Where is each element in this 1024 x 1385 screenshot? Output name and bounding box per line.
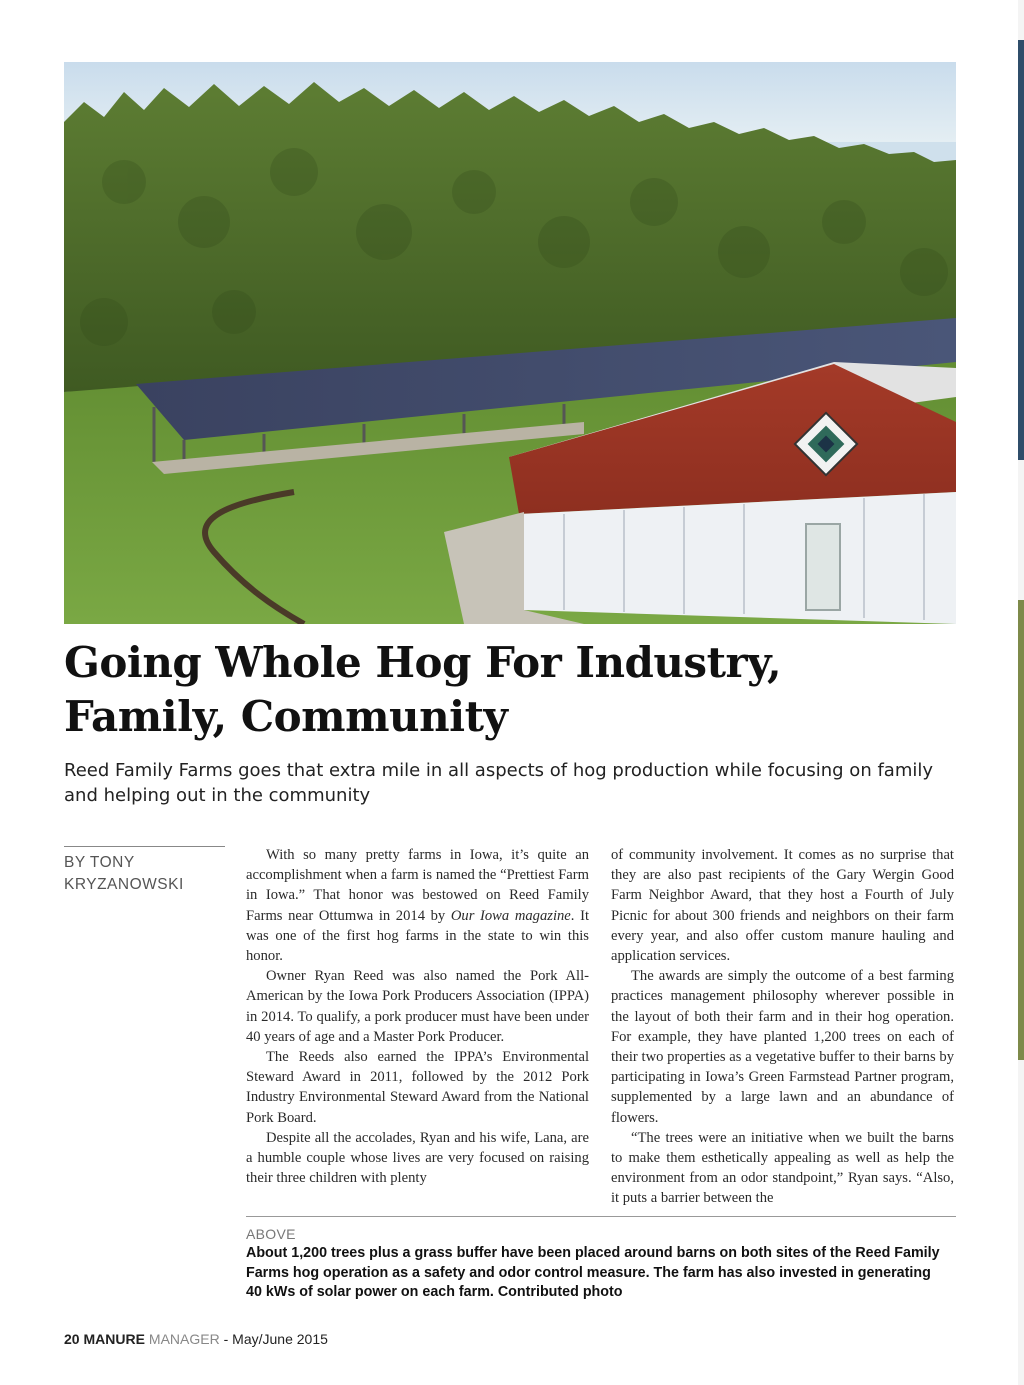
headline-line-2: Family, Community	[64, 692, 508, 741]
text-run: . It was one of the first hog farms in the state to win this honor.	[246, 907, 589, 965]
paragraph: of community involvement. It comes as no surprise that they are also past recipients of the Gary Wergin Good Farm Neighbor Award, that they host a Fourth of July Picnic for about 300 friends and neighbors on their farm every year, and also offer custom manure hauling and application services.	[611, 847, 954, 965]
byline-line-1: BY TONY	[64, 854, 135, 871]
text-run: With so many pretty farms in Iowa, it’s quite an accomplishment when a farm is named the “Prettiest Farm in Iowa.” That honor was bestowed on Reed Family Farms near Ottumwa in 2014 by	[246, 847, 589, 924]
magazine-name-part-1: MANURE	[83, 1331, 145, 1347]
paragraph: The awards are simply the outcome of a best farming practices management philosophy wherever possible in the layout of both their farm and in their hog operation. For example, they have planted 1,200 trees on each of their two properties as a vegetative buffer to their barns by participating in Iowa’s Green Farmstead Partner program, supplemented by a large lawn and an abundance of flowers.	[611, 968, 954, 1126]
barn-door	[806, 524, 840, 610]
byline	[64, 852, 224, 896]
magazine-name-part-2: MANAGER	[148, 1331, 220, 1347]
body-column-2	[611, 845, 954, 1209]
caption-text: About 1,200 trees plus a grass buffer have been placed around barns on both sites of the Reed Family Farms hog operation as a safety and odor control measure. The farm has also invested in generating 40 kWs of solar power on each farm. Contributed photo	[246, 1245, 940, 1300]
issue-date: - May/June 2015	[223, 1331, 328, 1347]
paragraph: Owner Ryan Reed was also named the Pork All-American by the Iowa Pork Producers Association (IPPA) in 2014. To qualify, a pork producer must have been under 40 years of age and a Master Pork Producer.	[246, 968, 589, 1045]
byline-rule	[64, 846, 225, 847]
page-footer	[64, 1331, 328, 1347]
body-column-1	[246, 845, 589, 1188]
paragraph: “The trees were an initiative when we built the barns to make them esthetically appealing as well as help the environment from an odor standpoint,” Ryan says. “Also, it puts a barrier between the	[611, 1129, 954, 1207]
caption-label: ABOVE	[246, 1226, 296, 1242]
paragraph: Despite all the accolades, Ryan and his wife, Lana, are a humble couple whose lives are very focused on raising their three children with plenty	[246, 1129, 589, 1187]
caption-rule	[246, 1216, 956, 1217]
deck: Reed Family Farms goes that extra mile in all aspects of hog production while focusing on family and helping out in the community	[64, 760, 934, 806]
headline	[64, 636, 944, 744]
magazine-title: Our Iowa magazine	[450, 907, 571, 924]
adjacent-page-edge-photo	[1018, 600, 1024, 1060]
hero-photo	[64, 62, 956, 624]
byline-line-2: KRYZANOWSKI	[64, 876, 184, 893]
page-number: 20	[64, 1331, 80, 1347]
headline-line-1: Going Whole Hog For Industry,	[64, 638, 782, 687]
paragraph: The Reeds also earned the IPPA’s Environmental Steward Award in 2011, followed by the 2012 Pork Industry Environmental Steward Award from the National Pork Board.	[246, 1049, 589, 1126]
paragraph	[246, 845, 589, 966]
adjacent-page-edge-blue	[1018, 40, 1024, 460]
barn-wall	[519, 492, 956, 624]
